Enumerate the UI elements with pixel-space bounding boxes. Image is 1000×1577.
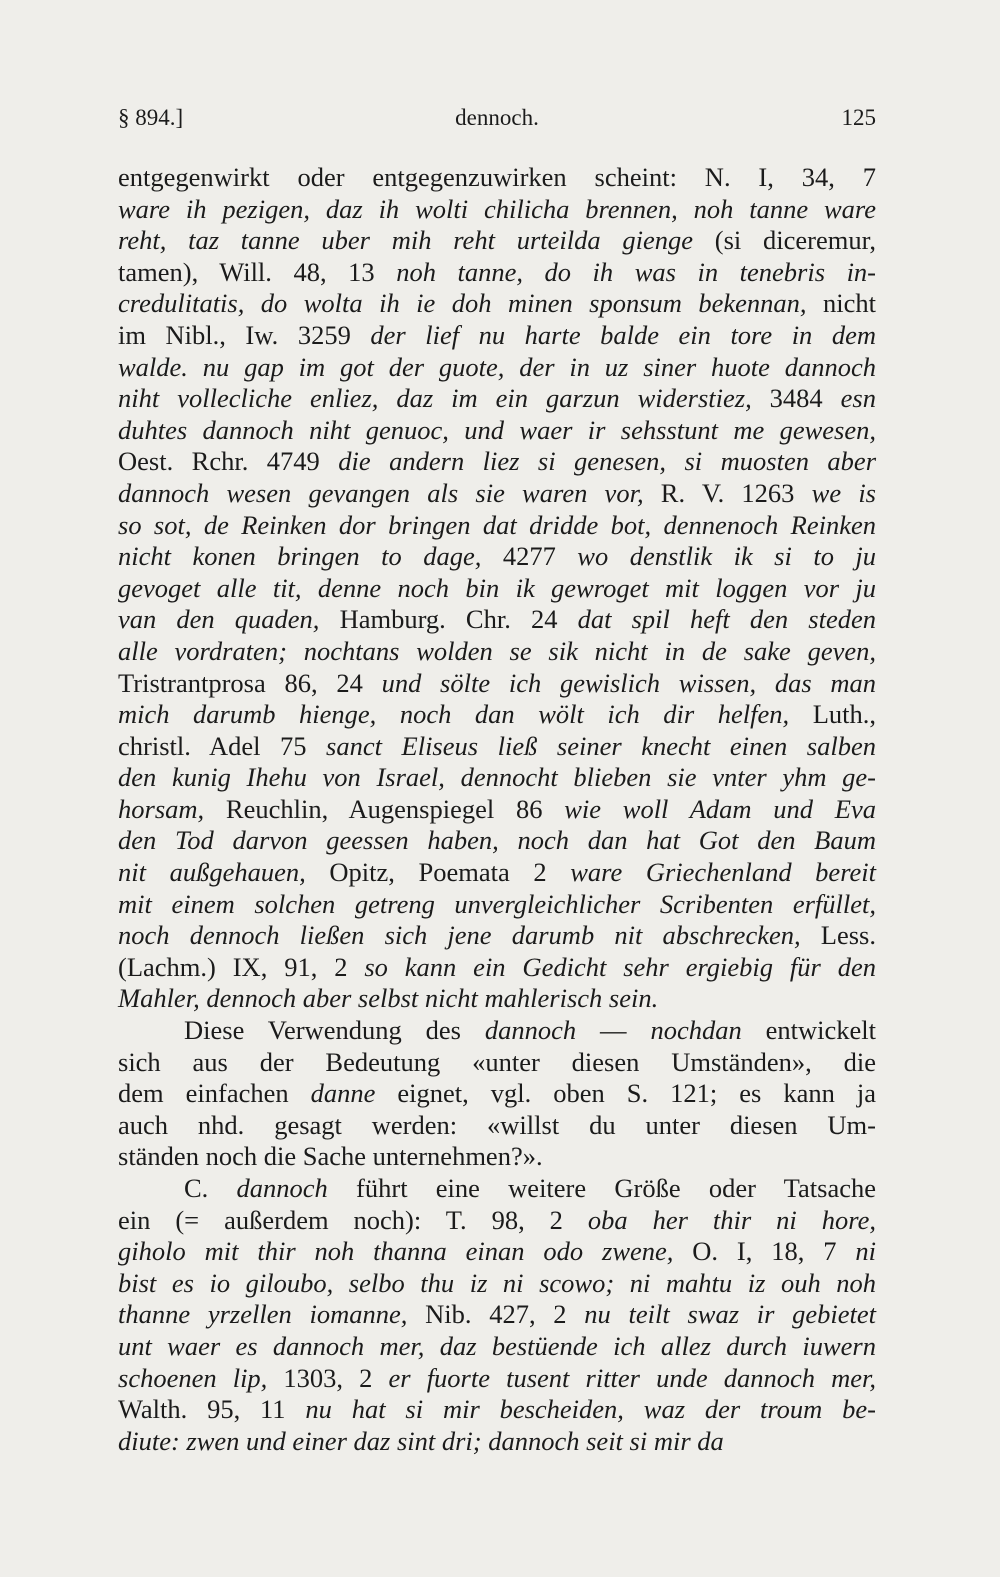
reference-text: 1303, 2 bbox=[267, 1362, 389, 1393]
quotation-text: wo denstlik ik si to ju bbox=[577, 541, 877, 572]
reference-text: Diese Verwendung des bbox=[184, 1015, 485, 1046]
text-line bbox=[118, 415, 876, 447]
text-line bbox=[118, 794, 876, 826]
quotation-text: und sölte ich gewislich wissen, das man bbox=[381, 667, 877, 698]
text-line bbox=[118, 478, 876, 510]
text-line bbox=[118, 257, 876, 289]
quotation-text: horsam, bbox=[118, 793, 205, 824]
text-line bbox=[118, 604, 876, 636]
text-line bbox=[118, 162, 876, 194]
quotation-text: nu hat si mir bescheiden, waz der troum be- bbox=[305, 1394, 876, 1425]
reference-text: tamen), Will. 48, 13 bbox=[118, 256, 397, 287]
text-line bbox=[118, 1363, 876, 1395]
reference-text: Hamburg. Chr. 24 bbox=[319, 604, 578, 635]
reference-text: Luth., bbox=[789, 699, 876, 730]
quotation-text: esn bbox=[840, 383, 876, 414]
quotation-text: niht vollecliche enliez, daz im ein garzun widerstiez, bbox=[118, 383, 752, 414]
quotation-text: dannoch bbox=[236, 1173, 328, 1203]
quotation-text: den Tod darvon geessen haben, noch dan hat Got den Baum bbox=[118, 825, 876, 856]
reference-text: führt eine weitere Größe oder Tatsache bbox=[327, 1173, 876, 1203]
text-line bbox=[118, 952, 876, 984]
text-line bbox=[118, 825, 876, 857]
quotation-text: dat spil heft den steden bbox=[577, 604, 876, 635]
text-line bbox=[118, 383, 876, 415]
text-line bbox=[118, 510, 876, 542]
text-line bbox=[118, 573, 876, 605]
text-line bbox=[118, 1205, 876, 1237]
reference-text: (si diceremur, bbox=[693, 225, 876, 256]
quotation-text: alle vordraten; nochtans wolden se sik nicht in de sake geven, bbox=[118, 635, 876, 666]
text-line bbox=[118, 1394, 876, 1426]
text-line bbox=[118, 320, 876, 352]
reference-text: auch nhd. gesagt werden: «willst du unter diesen Um- bbox=[118, 1109, 876, 1140]
text-line bbox=[118, 983, 876, 1015]
text-line bbox=[118, 1078, 876, 1110]
reference-text: 3484 bbox=[751, 383, 841, 414]
quotation-text: sanct Eliseus ließ seiner knecht einen salben bbox=[326, 730, 876, 761]
text-line bbox=[118, 636, 876, 668]
text-line bbox=[118, 446, 876, 478]
quotation-text: mit einem solchen getreng unvergleichlicher Scribenten erfüllet, bbox=[118, 888, 876, 919]
reference-text: im Nibl., Iw. 3259 bbox=[118, 319, 371, 350]
quotation-text: credulitatis, do wolta ih ie doh minen sponsum bekennan, bbox=[118, 288, 807, 319]
reference-text: eignet, vgl. oben S. 121; es kann ja bbox=[375, 1078, 876, 1109]
text-line bbox=[118, 762, 876, 794]
text-line bbox=[118, 1331, 876, 1363]
text-line bbox=[118, 920, 876, 952]
reference-text: Reuchlin, Augenspiegel 86 bbox=[204, 793, 565, 824]
quotation-text: dannoch bbox=[484, 1015, 577, 1046]
quotation-text: thanne yrzellen iomanne, bbox=[118, 1299, 408, 1330]
quotation-text: mich darumb hienge, noch dan wölt ich dir helfen, bbox=[118, 699, 790, 730]
quotation-text: giholo mit thir noh thanna einan odo zwene, bbox=[118, 1236, 674, 1267]
quotation-text: oba her thir ni hore, bbox=[587, 1204, 876, 1235]
quotation-text: bist es io giloubo, selbo thu iz ni scowo; ni mahtu iz ouh noh bbox=[118, 1267, 876, 1298]
quotation-text: danne bbox=[310, 1078, 376, 1109]
quotation-text: die andern liez si genesen, si muosten aber bbox=[338, 446, 877, 477]
quotation-text: duhtes dannoch niht genuoc, und waer ir sehsstunt me gewesen, bbox=[118, 414, 876, 445]
quotation-text: nit außgehauen, bbox=[118, 857, 306, 888]
reference-text: C. bbox=[184, 1173, 237, 1203]
body-text bbox=[118, 162, 876, 1457]
reference-text: Oest. Rchr. 4749 bbox=[118, 446, 339, 477]
reference-text: entgegenwirkt oder entgegenzuwirken scheint: N. I, 34, 7 bbox=[118, 162, 876, 192]
reference-text: dem einfachen bbox=[118, 1078, 311, 1109]
quotation-text: noch dennoch ließen sich jene darumb nit abschrecken, bbox=[118, 920, 801, 951]
text-line bbox=[118, 1426, 876, 1458]
reference-text: 4277 bbox=[481, 541, 578, 572]
quotation-text: dannoch wesen gevangen als sie waren vor, bbox=[118, 477, 644, 508]
text-line bbox=[118, 1173, 876, 1205]
text-line bbox=[118, 541, 876, 573]
text-line bbox=[118, 225, 876, 257]
reference-text: entwickelt bbox=[741, 1015, 877, 1046]
text-line bbox=[118, 1141, 876, 1173]
reference-text: Walth. 95, 11 bbox=[118, 1394, 306, 1425]
reference-text: ein (= außerdem noch): T. 98, 2 bbox=[118, 1204, 588, 1235]
reference-text: — bbox=[576, 1015, 651, 1046]
text-line bbox=[118, 889, 876, 921]
text-line bbox=[118, 288, 876, 320]
quotation-text: noh tanne, do ih was in tenebris in- bbox=[396, 256, 877, 287]
text-line bbox=[118, 1268, 876, 1300]
text-line bbox=[118, 1299, 876, 1331]
quotation-text: reht, taz tanne uber mih reht urteilda gienge bbox=[118, 225, 693, 256]
quotation-text: ni bbox=[855, 1236, 877, 1267]
reference-text: R. V. 1263 bbox=[643, 477, 812, 508]
quotation-text: wie woll Adam und Eva bbox=[564, 793, 876, 824]
quotation-text: ware Griechenland bereit bbox=[570, 857, 877, 888]
quotation-text: ware ih pezigen, daz ih wolti chilicha brennen, noh tanne ware bbox=[118, 193, 876, 224]
reference-text: Tristrantprosa 86, 24 bbox=[118, 667, 382, 698]
text-line bbox=[118, 1236, 876, 1268]
running-title: dennoch. bbox=[455, 105, 539, 130]
text-line bbox=[118, 731, 876, 763]
text-line bbox=[118, 699, 876, 731]
quotation-text: we is bbox=[811, 477, 876, 508]
quotation-text: nu teilt swaz ir gebietet bbox=[584, 1299, 877, 1330]
reference-text: Nib. 427, 2 bbox=[407, 1299, 585, 1330]
quotation-text: walde. nu gap im got der guote, der in uz siner huote dannoch bbox=[118, 351, 876, 382]
text-line bbox=[118, 857, 876, 889]
text-line bbox=[118, 1015, 876, 1047]
quotation-text: der lief nu harte balde ein tore in dem bbox=[370, 319, 876, 350]
reference-text: Less. bbox=[800, 920, 876, 951]
reference-text: O. I, 18, 7 bbox=[673, 1236, 856, 1267]
reference-text: sich aus der Bedeutung «unter diesen Umständen», die bbox=[118, 1046, 876, 1077]
quotation-text: gevoget alle tit, denne noch bin ik gewroget mit loggen vor ju bbox=[118, 572, 876, 603]
quotation-text: er fuorte tusent ritter unde dannoch mer, bbox=[388, 1362, 876, 1393]
text-line bbox=[118, 1047, 876, 1079]
reference-text: (Lachm.) IX, 91, 2 bbox=[118, 951, 365, 982]
quotation-text: den kunig Ihehu von Israel, dennocht blieben sie vnter yhm ge- bbox=[118, 762, 876, 793]
reference-text: nicht bbox=[806, 288, 876, 319]
reference-text: Opitz, Poemata 2 bbox=[305, 857, 571, 888]
text-line bbox=[118, 1110, 876, 1142]
reference-text: christl. Adel 75 bbox=[118, 730, 327, 761]
quotation-text: so kann ein Gedicht sehr ergiebig für den bbox=[364, 951, 876, 982]
quotation-text: van den quaden, bbox=[118, 604, 320, 635]
running-header bbox=[118, 105, 876, 145]
text-line bbox=[118, 352, 876, 384]
quotation-text: schoenen lip, bbox=[118, 1362, 268, 1393]
text-line bbox=[118, 194, 876, 226]
reference-text: ständen noch die Sache unternehmen?». bbox=[118, 1141, 543, 1172]
quotation-text: nochdan bbox=[650, 1015, 742, 1046]
quotation-text: nicht konen bringen to dage, bbox=[118, 541, 482, 572]
quotation-text: diute: zwen und einer daz sint dri; dannoch seit si mir da bbox=[118, 1425, 724, 1456]
quotation-text: Mahler, dennoch aber selbst nicht mahlerisch sein. bbox=[118, 983, 659, 1014]
quotation-text: unt waer es dannoch mer, daz bestüende ich allez durch iuwern bbox=[118, 1330, 876, 1361]
quotation-text: so sot, de Reinken dor bringen dat dridde bot, dennenoch Reinken bbox=[118, 509, 876, 540]
section-reference: § 894.] bbox=[118, 105, 184, 130]
page-number: 125 bbox=[841, 105, 876, 130]
text-line bbox=[118, 668, 876, 700]
